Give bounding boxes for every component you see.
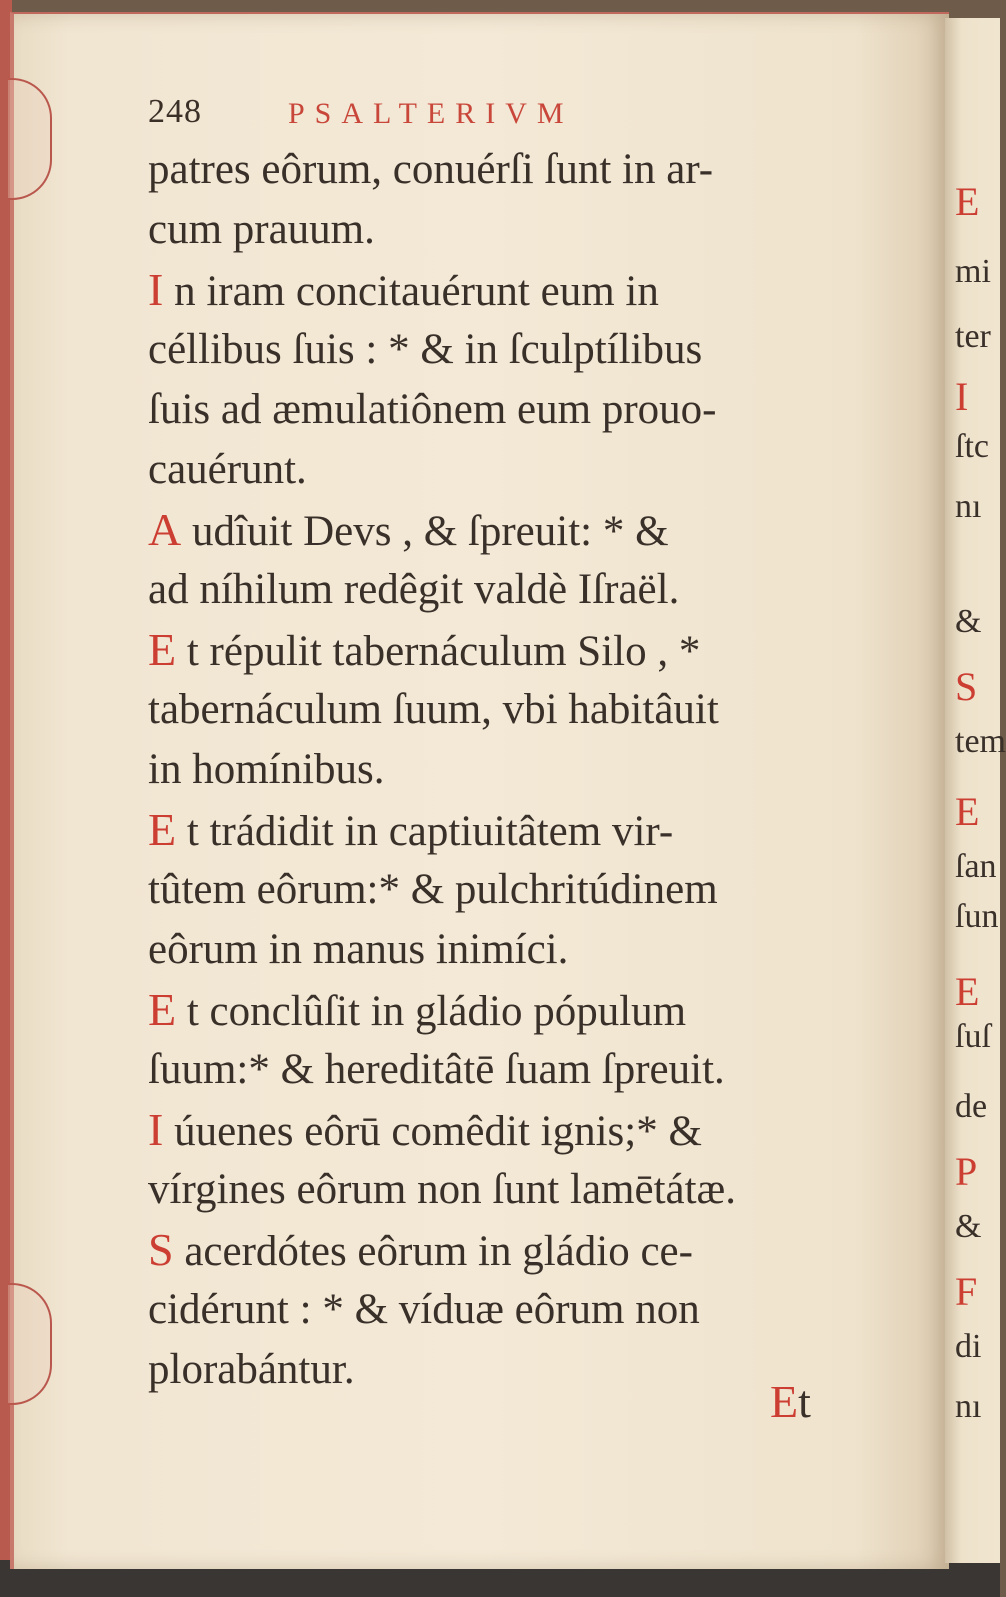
next-page-fragment: ſun	[955, 898, 999, 935]
text-line	[148, 680, 838, 740]
text-line	[148, 260, 838, 320]
text-line	[148, 920, 838, 980]
line-text: úuenes eôrū comêdit ignis;* &	[174, 1108, 702, 1155]
next-page-fragment: mi	[955, 253, 991, 290]
next-page-fragment: nı	[955, 1388, 982, 1425]
text-line	[148, 1220, 838, 1280]
next-page-fragment: ſtc	[955, 428, 989, 465]
line-text: t trádidit in captiuitâtem vir-	[186, 808, 674, 855]
text-line	[148, 1280, 838, 1340]
next-page-fragment: ſan	[955, 848, 997, 885]
text-line	[148, 1160, 838, 1220]
line-text: t conclûſit in gládio pópulum	[186, 988, 687, 1035]
line-text: tabernáculum ſuum, vbi habitâuit	[148, 686, 719, 733]
page-number: 248	[148, 93, 202, 130]
next-page-fragment: ter	[955, 318, 991, 355]
text-line	[148, 860, 838, 920]
text-line	[148, 620, 838, 680]
line-text: cidérunt : * & víduæ eôrum non	[148, 1286, 700, 1333]
red-initial: S	[148, 1224, 174, 1275]
text-line	[148, 440, 838, 500]
text-line	[148, 740, 838, 800]
line-text: céllibus ſuis : * & in ſculptílibus	[148, 326, 703, 373]
next-page-fragment: nı	[955, 488, 982, 525]
page-title: PSALTERIVM	[288, 97, 574, 130]
next-page-fragment: tem	[955, 723, 1006, 760]
text-line	[148, 320, 838, 380]
text-line	[148, 1040, 838, 1100]
next-page-fragment: E	[955, 969, 980, 1014]
page-tab-bottom[interactable]	[8, 1283, 52, 1405]
text-line	[148, 1100, 838, 1160]
red-initial: I	[148, 264, 164, 315]
line-text: acerdótes eôrum in gládio ce-	[184, 1228, 693, 1275]
text-line	[148, 560, 838, 620]
next-page-fragment: I	[955, 374, 969, 419]
line-text: cum prauum.	[148, 206, 375, 253]
next-page-fragment: S	[955, 664, 978, 709]
text-line	[148, 800, 838, 860]
next-page-fragment: E	[955, 179, 980, 224]
line-text: plorabántur.	[148, 1346, 355, 1393]
text-line	[148, 500, 838, 560]
psalm-text	[148, 140, 838, 1400]
next-page-fragment: di	[955, 1328, 982, 1365]
next-page-edge	[945, 18, 1006, 1563]
line-text: vírgines eôrum non ſunt lamētátæ.	[148, 1166, 736, 1213]
red-initial: E	[148, 984, 177, 1035]
line-text: t répulit tabernáculum Silo , *	[186, 628, 701, 675]
text-line	[148, 380, 838, 440]
catchword	[770, 1375, 811, 1428]
red-initial: E	[148, 624, 177, 675]
catchword-initial: E	[770, 1376, 799, 1427]
line-text: ſuis ad æmulatiônem eum prouo-	[148, 386, 717, 433]
page-tab-top[interactable]	[8, 78, 52, 200]
next-page-fragment: &	[955, 1208, 982, 1245]
next-page-fragment: &	[955, 603, 982, 640]
next-page-fragment: de	[955, 1088, 988, 1125]
text-line	[148, 1340, 838, 1400]
catchword-rest: t	[798, 1376, 811, 1427]
next-page-fragment: P	[955, 1149, 978, 1194]
line-text: udîuit Devs , & ſpreuit: * &	[191, 508, 669, 555]
red-initial: I	[148, 1104, 164, 1155]
line-text: ſuum:* & hereditâtē ſuam ſpreuit.	[148, 1046, 725, 1093]
text-line	[148, 980, 838, 1040]
line-text: cauérunt.	[148, 446, 307, 493]
line-text: tûtem eôrum:* & pulchritúdinem	[148, 866, 718, 913]
red-initial: E	[148, 804, 177, 855]
text-line	[148, 200, 838, 260]
line-text: n iram concitauérunt eum in	[174, 268, 659, 315]
next-page-fragment: ſuſ	[955, 1018, 991, 1055]
line-text: eôrum in manus inimíci.	[148, 926, 569, 973]
line-text: in homínibus.	[148, 746, 385, 793]
line-text: patres eôrum, conuérſi ſunt in ar-	[148, 146, 714, 193]
next-page-fragment: E	[955, 789, 980, 834]
red-initial: A	[148, 504, 182, 555]
next-page-fragment: F	[955, 1269, 978, 1314]
text-line	[148, 140, 838, 200]
line-text: ad níhilum redêgit valdè Iſraël.	[148, 566, 680, 613]
